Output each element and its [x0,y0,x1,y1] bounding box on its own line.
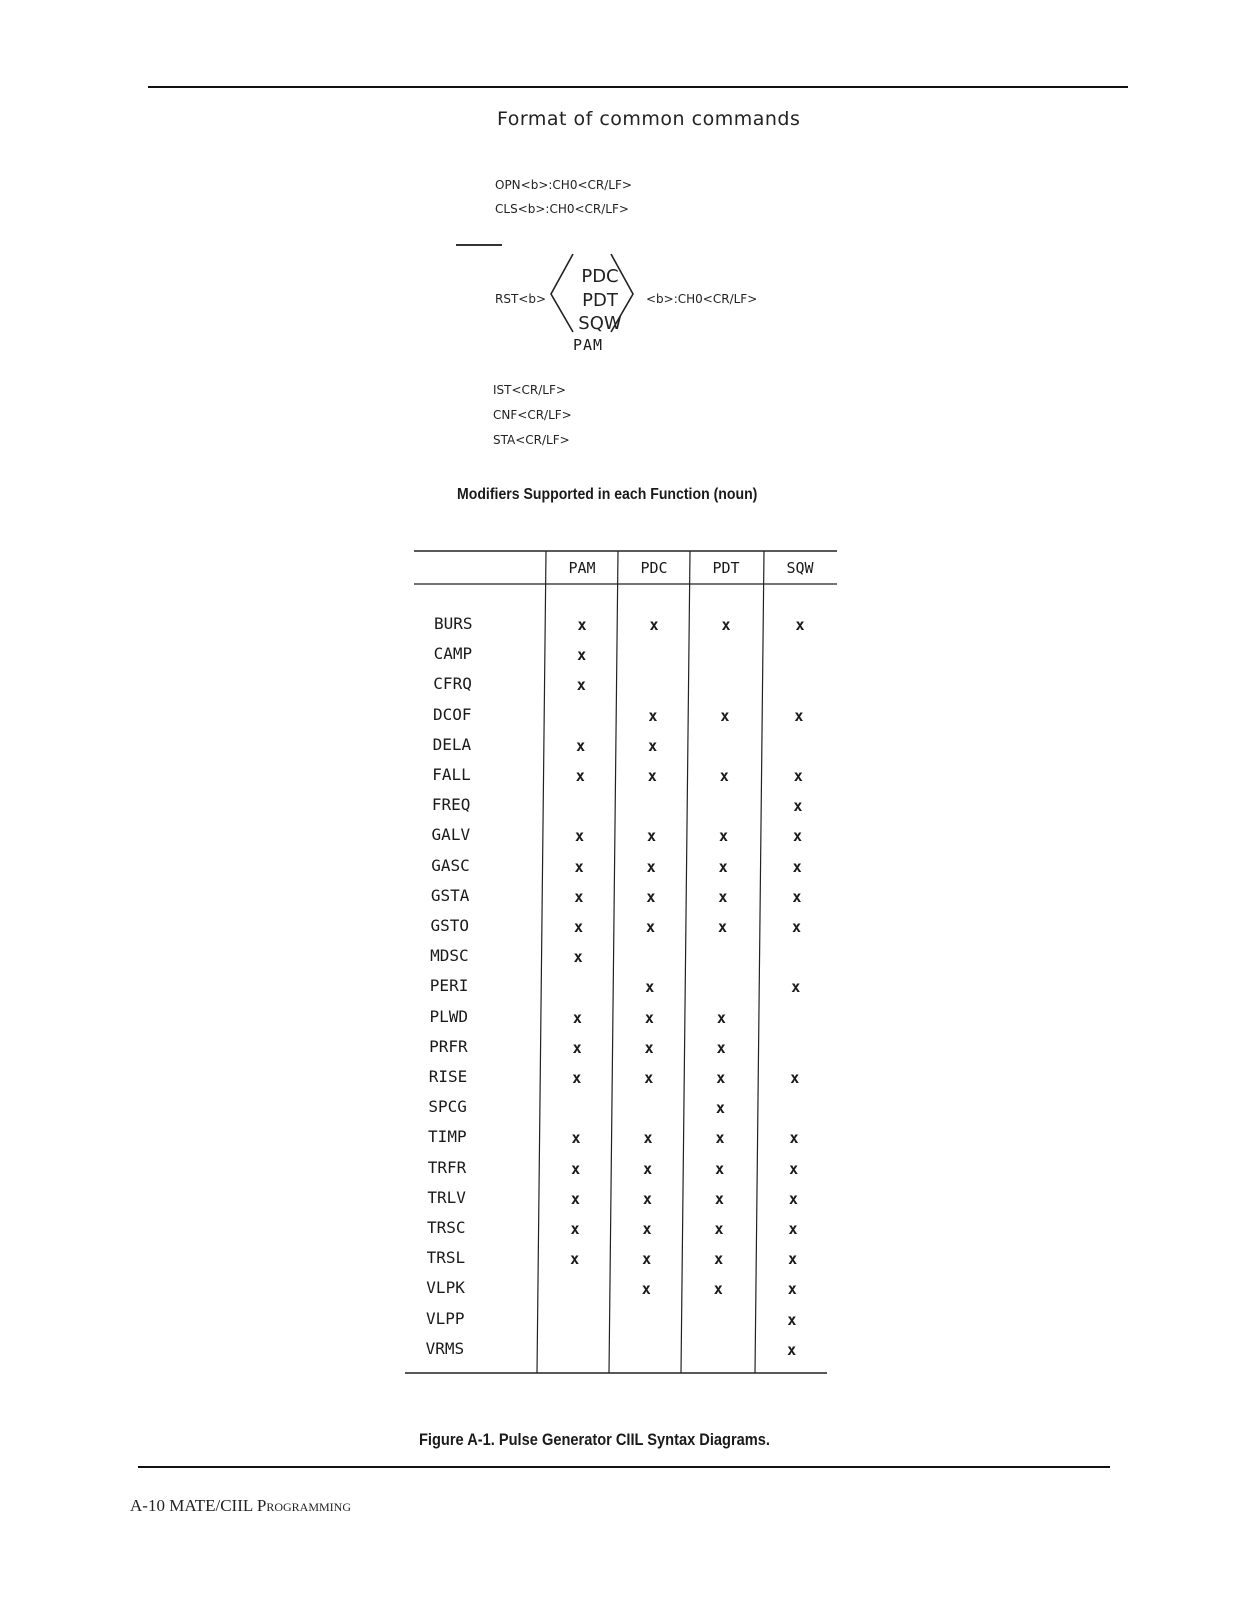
row-label-dcof: DCOF [432,704,472,724]
support-mark-trsc-sqw: x [788,1220,798,1238]
support-mark-trlv-pdt: x [714,1189,724,1208]
row-label-prfr: PRFR [429,1036,468,1056]
support-mark-trfr-pdc: x [643,1159,653,1178]
row-label-trsc: TRSC [427,1218,466,1237]
support-mark-fall-sqw: x [793,767,803,785]
support-mark-prfr-pam: x [572,1038,582,1057]
support-mark-gsto-pam: x [573,918,584,936]
row-label-peri: PERI [429,976,469,996]
rst-option-sqw: SQW [578,313,622,334]
support-mark-trfr-pam: x [571,1159,581,1178]
support-mark-mdsc-pam: x [573,948,583,967]
support-mark-gsto-pdc: x [645,918,656,936]
row-label-burs: BURS [434,614,473,633]
support-mark-burs-sqw: x [795,616,805,634]
support-mark-gasc-pdc: x [646,857,656,876]
row-label-cfrq: CFRQ [433,674,472,694]
support-mark-trlv-sqw: x [788,1189,798,1208]
support-mark-rise-pdt: x [716,1069,726,1087]
support-mark-rise-sqw: x [790,1069,800,1087]
row-label-rise: RISE [428,1067,468,1086]
row-label-vlpk: VLPK [426,1278,465,1298]
support-mark-vlpk-pdc: x [641,1280,651,1299]
row-label-fall: FALL [432,765,471,784]
row-label-plwd: PLWD [429,1006,468,1026]
support-mark-rise-pam: x [572,1069,582,1087]
support-mark-timp-pdc: x [643,1129,653,1148]
support-mark-vlpk-sqw: x [787,1280,797,1299]
support-mark-trfr-sqw: x [789,1159,799,1178]
support-mark-fall-pam: x [575,767,585,785]
support-mark-vlpk-pdt: x [713,1280,723,1299]
support-mark-peri-sqw: x [791,978,801,997]
support-mark-trlv-pam: x [570,1189,580,1208]
support-mark-timp-pdt: x [715,1129,725,1148]
support-mark-burs-pdc: x [649,616,659,634]
support-mark-trsc-pdt: x [714,1220,724,1238]
support-mark-trsl-pdc: x [642,1250,652,1269]
support-mark-fall-pdt: x [719,767,729,785]
support-mark-vrms-sqw: x [787,1340,797,1359]
rst-suffix: <b>:CH0<CR/LF> [646,292,758,306]
command-cls: CLS<b>:CH0<CR/LF> [495,202,629,216]
support-mark-plwd-pdt: x [716,1008,726,1027]
support-mark-galv-pdt: x [719,827,729,846]
support-mark-dcof-pdt: x [720,706,730,725]
support-mark-galv-sqw: x [793,827,803,846]
support-mark-trsc-pdc: x [642,1220,652,1238]
support-mark-fall-pdc: x [647,767,657,785]
support-mark-galv-pam: x [575,827,585,846]
command-opn: OPN<b>:CH0<CR/LF> [495,178,632,192]
support-mark-gsta-pdc: x [646,887,656,906]
support-mark-gsto-pdt: x [717,918,728,936]
column-header-pam: PAM [568,559,596,577]
support-mark-freq-sqw: x [793,797,803,816]
support-mark-dela-pdc: x [648,736,658,755]
support-mark-plwd-pdc: x [644,1008,654,1027]
row-label-trsl: TRSL [426,1248,466,1268]
bottom-rule [138,1466,1110,1468]
command-ist: IST<CR/LF> [493,383,566,397]
rst-option-pam: PAM [573,336,604,354]
support-mark-peri-pdc: x [645,978,655,997]
support-mark-trsl-pdt: x [714,1250,724,1269]
support-mark-gasc-pam: x [574,857,584,876]
support-mark-gsto-sqw: x [791,918,802,936]
support-mark-dcof-sqw: x [794,706,804,725]
support-mark-prfr-pdc: x [644,1038,654,1057]
support-mark-dcof-pdc: x [648,706,658,725]
row-label-gsta: GSTA [430,885,470,905]
support-mark-trfr-pdt: x [715,1159,725,1178]
support-mark-trsl-pam: x [570,1250,580,1269]
page-number: A-10 [130,1496,165,1515]
support-mark-cfrq-pam: x [576,676,586,695]
support-mark-vlpp-sqw: x [787,1310,797,1329]
support-mark-burs-pam: x [577,616,587,634]
support-mark-gasc-sqw: x [792,857,802,876]
figure-caption: Figure A-1. Pulse Generator CIIL Syntax Diagrams. [419,1430,770,1449]
support-mark-prfr-pdt: x [716,1038,726,1057]
row-label-vlpp: VLPP [425,1308,465,1328]
support-mark-spcg-pdt: x [715,1099,725,1118]
footer-title: MATE/CIIL [169,1496,253,1515]
column-header-pdc: PDC [640,559,668,577]
support-mark-dela-pam: x [576,736,586,755]
page-footer [130,1496,351,1516]
row-label-spcg: SPCG [428,1097,467,1117]
row-label-timp: TIMP [428,1127,467,1147]
row-label-gasc: GASC [431,855,470,875]
rst-prefix: RST<b> [495,292,547,306]
rst-option-pdt: PDT [582,290,618,311]
table-title: Modifiers Supported in each Function (noun) [457,486,758,503]
command-cnf: CNF<CR/LF> [493,408,572,422]
row-label-trfr: TRFR [427,1157,467,1177]
footer-title-smallcaps: Programming [256,1496,352,1515]
row-label-gsto: GSTO [430,916,470,935]
row-label-trlv: TRLV [427,1187,466,1207]
row-label-dela: DELA [432,734,472,754]
support-mark-trsc-pam: x [570,1220,580,1238]
support-mark-plwd-pam: x [572,1008,582,1027]
row-label-freq: FREQ [431,795,471,815]
column-header-sqw: SQW [786,559,814,577]
command-sta: STA<CR/LF> [493,433,570,447]
support-mark-gasc-pdt: x [718,857,728,876]
row-label-camp: CAMP [433,644,473,664]
support-mark-burs-pdt: x [721,616,731,634]
support-mark-timp-pam: x [571,1129,581,1148]
row-label-vrms: VRMS [425,1338,465,1358]
row-label-mdsc: MDSC [430,946,469,966]
support-mark-camp-pam: x [577,646,587,665]
support-mark-gsta-pdt: x [718,887,728,906]
support-mark-trlv-pdc: x [642,1189,652,1208]
support-mark-timp-sqw: x [789,1129,799,1148]
support-mark-galv-pdc: x [647,827,657,846]
support-mark-rise-pdc: x [644,1069,654,1087]
rst-option-pdc: PDC [581,266,619,287]
section-title: Format of common commands [497,108,801,130]
support-mark-trsl-sqw: x [788,1250,798,1269]
support-mark-gsta-pam: x [574,887,584,906]
column-header-pdt: PDT [712,559,740,577]
row-label-galv: GALV [431,825,471,845]
support-mark-gsta-sqw: x [792,887,802,906]
